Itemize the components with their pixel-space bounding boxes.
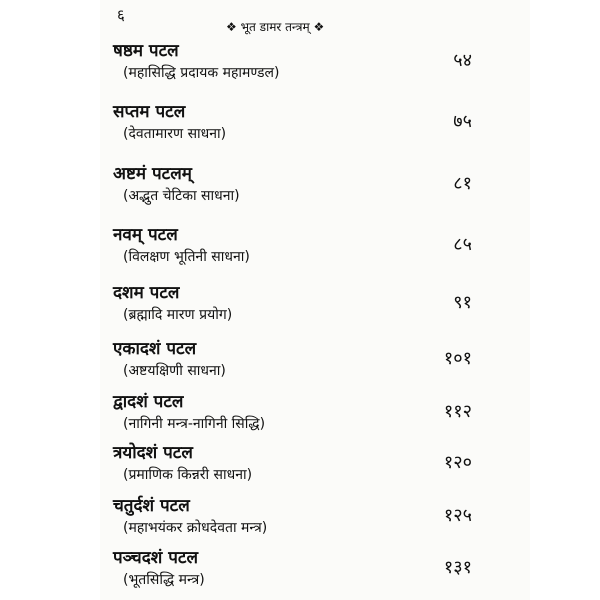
toc-entry [0,496,600,546]
chapter-subtitle: (महाभयंकर क्रोधदेवता मन्त्र) [123,520,268,536]
chapter-subtitle: (अष्टयक्षिणी साधना) [123,363,226,379]
chapter-title: अष्टमं पटलम् [113,164,192,184]
chapter-subtitle: (देवतामारण साधना) [123,126,227,142]
chapter-subtitle: (ब्रह्मादि मारण प्रयोग) [123,307,233,323]
chapter-page-number: १३१ [443,557,472,578]
chapter-subtitle: (नागिनी मन्त्र-नागिनी सिद्धि) [123,416,266,432]
chapter-page-number: ९१ [453,292,472,313]
chapter-page-number: ११२ [443,401,472,422]
toc-entry [0,548,600,598]
chapter-page-number: ८१ [453,173,472,194]
toc-entry [0,392,600,442]
chapter-title: द्वादशं पटल [113,392,184,412]
toc-entry [0,41,600,91]
toc-entry [0,443,600,493]
chapter-page-number: १२० [443,452,472,473]
toc-entry [0,283,600,333]
chapter-title: एकादशं पटल [113,339,197,359]
chapter-subtitle: (महासिद्धि प्रदायक महामण्डल) [123,65,280,81]
chapter-title: त्रयोदशं पटल [113,443,193,463]
chapter-title: नवम् पटल [113,225,178,245]
chapter-subtitle: (प्रमाणिक किन्नरी साधना) [123,467,253,483]
chapter-subtitle: (अद्भुत चेटिका साधना) [123,188,240,204]
chapter-subtitle: (विलक्षण भूतिनी साधना) [123,249,250,265]
chapter-page-number: १२५ [443,505,472,526]
chapter-title: सप्तम पटल [113,102,186,122]
running-header: ❖ भूत डामर तन्त्रम् ❖ [226,20,325,34]
chapter-page-number: ५४ [453,50,472,71]
chapter-title: पञ्चदशं पटल [113,548,198,568]
chapter-title: षष्ठम पटल [113,41,179,61]
page-number: ६ [117,6,125,24]
chapter-title: चतुर्दशं पटल [113,496,190,516]
chapter-page-number: ८५ [453,234,472,255]
chapter-subtitle: (भूतसिद्धि मन्त्र) [123,572,205,588]
toc-entry [0,339,600,389]
toc-entry [0,225,600,275]
toc-entry [0,102,600,152]
chapter-page-number: ७५ [453,111,472,132]
chapter-page-number: १०१ [443,348,472,369]
toc-entry [0,164,600,214]
chapter-title: दशम पटल [113,283,180,303]
